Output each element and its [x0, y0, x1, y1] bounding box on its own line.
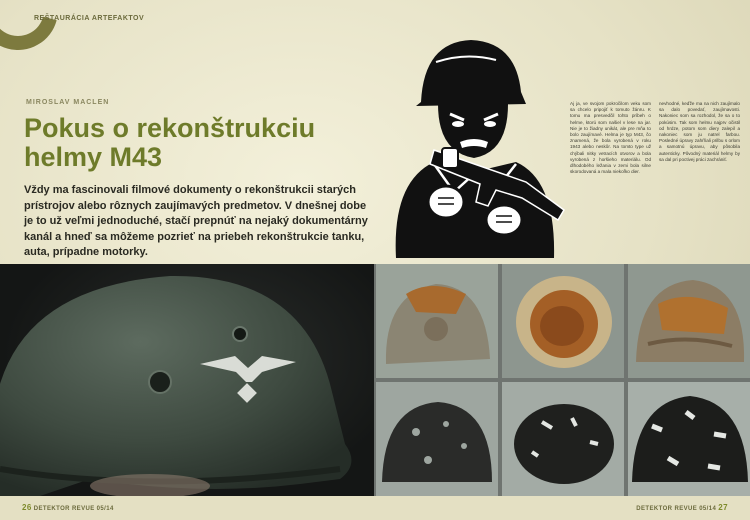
article-lead: Vždy ma fascinovali filmové dokumenty o rekonštrukcii starých prístrojov alebo rôznych zaujímavých predmetov. V dnešnej dobe je to už veľmi jednoduché, stačí prepnúť na nejaký dokumentárny kanál a hneď sa môžeme pozrieť na priebeh rekonštrukcie tanku, auta, prípadne motorky.	[24, 184, 368, 258]
rusted-helmet-photo-3	[628, 264, 750, 378]
rusted-helmet-side-image	[628, 264, 750, 378]
footer-right-text: DETEKTOR REVUE 05/14	[636, 506, 717, 512]
rusted-helmet-photo-2	[502, 264, 624, 378]
restored-helmet-photo	[0, 264, 374, 496]
restored-helmet-image	[0, 264, 374, 496]
rusted-helmet-photo-1	[376, 264, 498, 378]
footer-right	[636, 503, 728, 512]
article-title	[24, 114, 374, 172]
cleaned-helmet-photo-3	[628, 382, 750, 496]
page-footer	[0, 496, 750, 520]
body-column-1: Aj ja, ve svojom pokročilom veku som sa chcelo pripojiť k tomuto žánru. K tomu ma presvedčil tohto príbeh o helme, ktorú som našiel v lese na jar. Nie je to žiadny unikát, ale pre mňa to bolo zaujímavé. Helma je typ M43, čo znamená, že bola vyrobená v roku 1943 alebo neskôr. Na tomto type už chýbali nitky vetracích otvorov a bola vyrobená z horšieho materiálu. Od dlhodobého ležania v zemi bola silne skorodovaná a mala niekoľko dier.	[570, 101, 651, 175]
footer-left	[22, 503, 114, 512]
body-column-2: nevhodné, keďže ma na nich zaujímalo sa dalo povedať, zaujímavosti. Nakoniec som sa rozhodol, že sa o to pokúsim. Tak som helmu najprv očistil od hrdze, potom som diery zalepil a nakoniec som ju natrel farbou. Posledné úpravy zahŕňali prilbu s orlom a samotnú úpravu, aby pôsobila autenticky. Pôvodný materiál helmy by sa dal pri poctivej práci zachrániť.	[659, 101, 740, 162]
rusted-helmet-image	[376, 264, 498, 378]
rusted-helmet-inside-image	[502, 264, 624, 378]
article-title-line1: Pokus o rekonštrukciu	[24, 113, 316, 143]
cleaned-helmet-photo-2	[502, 382, 624, 496]
page-number-left: 26	[22, 503, 32, 512]
page-number-right: 27	[718, 503, 728, 512]
article-author: MIROSLAV MACLEN	[26, 99, 110, 106]
cleaned-helmet-inside-image	[502, 382, 624, 496]
soldier-illustration	[376, 32, 571, 258]
section-tag: REŠTAURÁCIA ARTEFAKTOV	[34, 15, 145, 22]
article-title-line2: helmy M43	[24, 142, 163, 172]
body-text	[570, 101, 740, 261]
footer-left-text: DETEKTOR REVUE 05/14	[33, 506, 114, 512]
cleaned-helmet-side-image	[628, 382, 750, 496]
magazine-logo	[0, 0, 73, 65]
cleaned-helmet-photo-1	[376, 382, 498, 496]
cleaned-helmet-image	[376, 382, 498, 496]
